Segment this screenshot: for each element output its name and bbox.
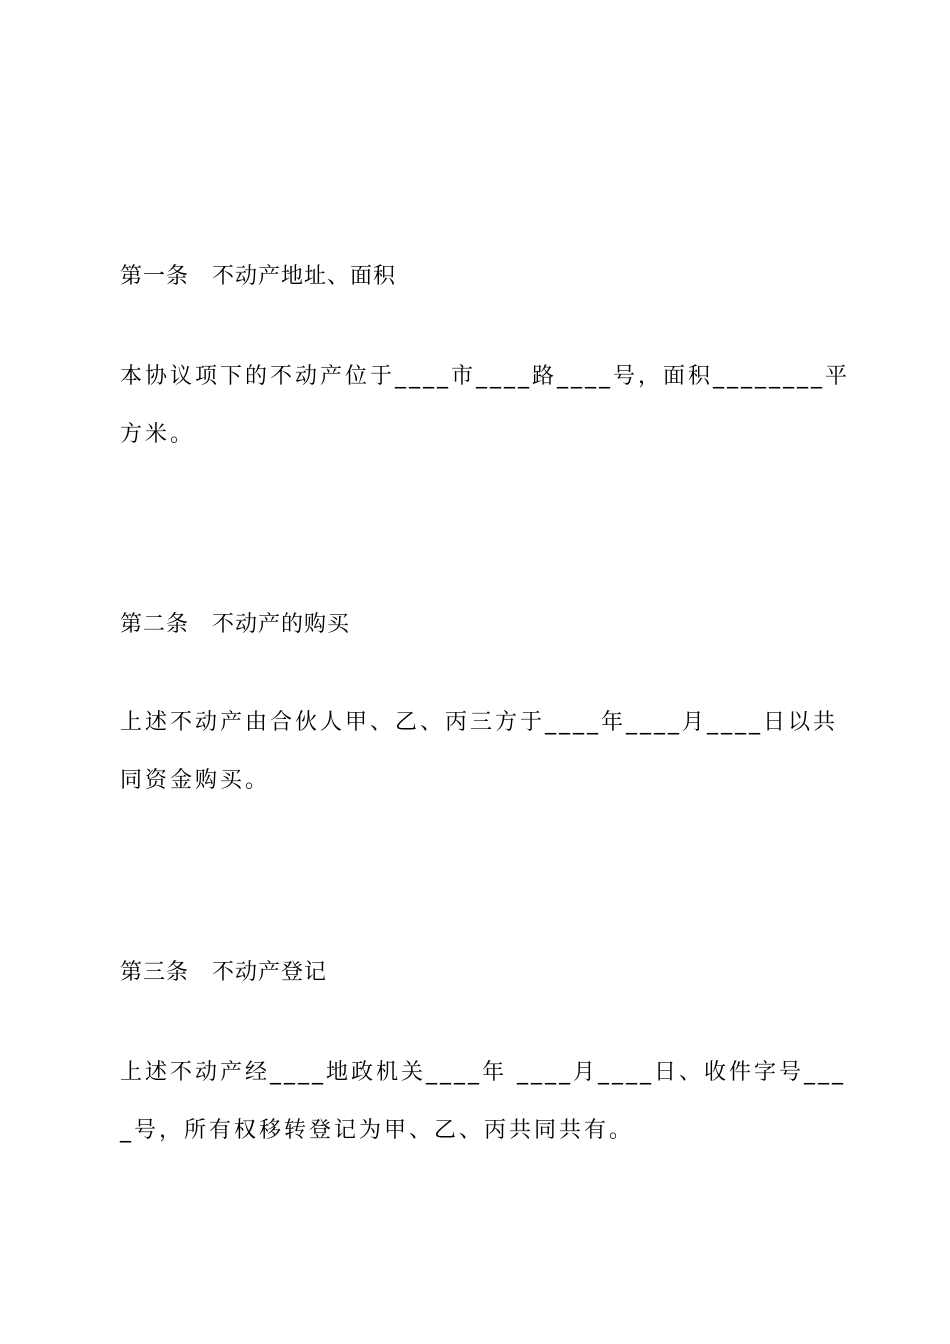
section-body-3: 上述不动产经____地政机关____年 ____月____日、收件字号____号，所有权移转登记为甲、乙、丙共同共有。 — [120, 1060, 846, 1143]
section-heading-2: 第二条 不动产的购买 — [120, 612, 351, 637]
section-heading-3: 第三条 不动产登记 — [120, 960, 328, 985]
section-heading-1: 第一条 不动产地址、面积 — [120, 264, 397, 289]
section-body-2: 上述不动产由合伙人甲、乙、丙三方于____年____月____日以共同资金购买。 — [120, 710, 839, 793]
section-body-1: 本协议项下的不动产位于____市____路____号，面积________平方米。 — [120, 364, 851, 447]
